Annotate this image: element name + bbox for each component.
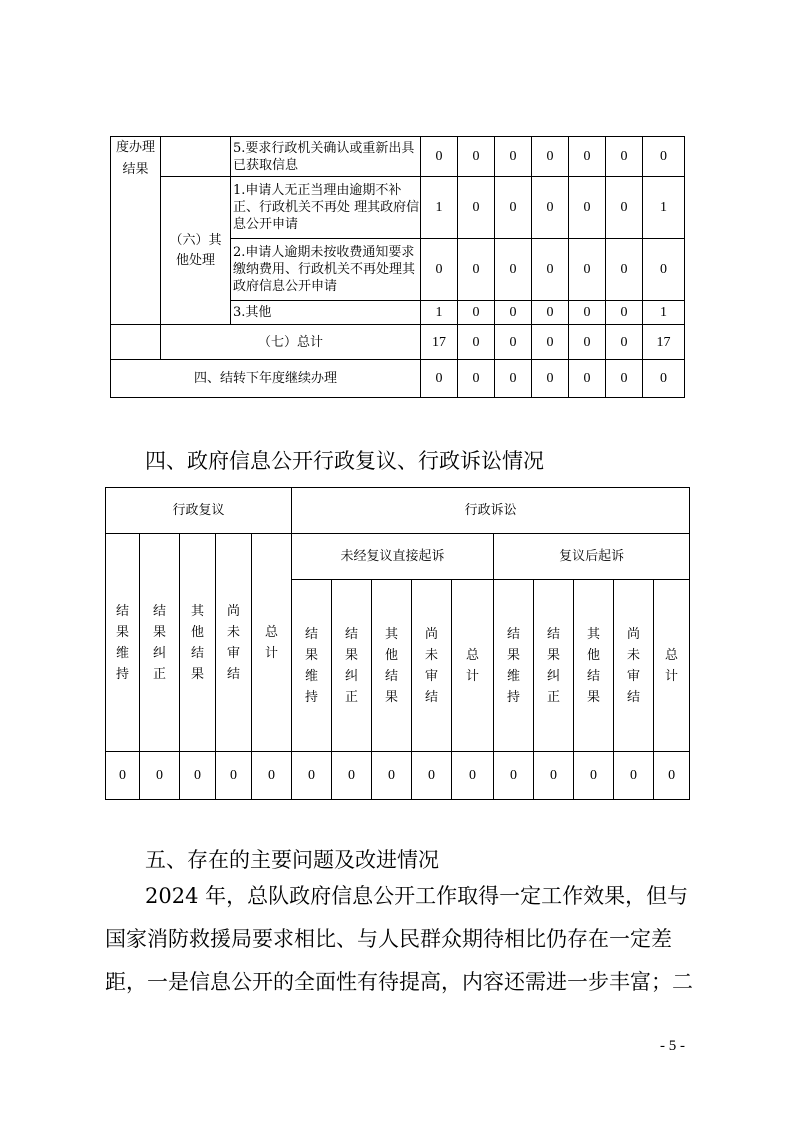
cell: 1 bbox=[421, 301, 458, 325]
cell: 0 bbox=[458, 325, 495, 360]
other-handling-label: （六）其他处理 bbox=[169, 232, 222, 268]
column-header: 其他结果 bbox=[587, 626, 601, 705]
column-header: 结果纠正 bbox=[547, 626, 561, 705]
cell: 0 bbox=[532, 360, 569, 398]
cell: 1 bbox=[643, 301, 685, 325]
group-label: 度办理结果 bbox=[115, 140, 155, 177]
application-handling-table bbox=[110, 136, 685, 398]
table-row bbox=[106, 488, 690, 534]
section-4-heading: 四、政府信息公开行政复议、行政诉讼情况 bbox=[145, 449, 544, 473]
cell: 0 bbox=[495, 177, 532, 239]
cell: 0 bbox=[606, 360, 643, 398]
cell: 1 bbox=[421, 177, 458, 239]
cell: 0 bbox=[532, 239, 569, 301]
cell: 1 bbox=[643, 177, 685, 239]
cell: 0 bbox=[495, 239, 532, 301]
cell: 17 bbox=[421, 325, 458, 360]
cell: 0 bbox=[532, 137, 569, 177]
column-header: 结果纠正 bbox=[152, 603, 166, 682]
cell: 0 bbox=[606, 137, 643, 177]
cell: 0 bbox=[654, 752, 690, 800]
cell: 0 bbox=[569, 177, 606, 239]
cell: 0 bbox=[421, 137, 458, 177]
cell: 0 bbox=[332, 752, 372, 800]
cell: 0 bbox=[458, 137, 495, 177]
table-row bbox=[111, 325, 685, 360]
column-header: 结果纠正 bbox=[345, 626, 359, 705]
page-number: - 5 - bbox=[660, 1038, 685, 1054]
table-row bbox=[106, 534, 690, 580]
column-header: 尚未审结 bbox=[627, 626, 641, 705]
column-header: 结果维持 bbox=[115, 603, 129, 682]
cell: 0 bbox=[569, 239, 606, 301]
cell: 0 bbox=[569, 360, 606, 398]
cell: 0 bbox=[606, 177, 643, 239]
direct-suit-header: 未经复议直接起诉 bbox=[292, 534, 494, 580]
cell: 0 bbox=[495, 360, 532, 398]
column-header: 尚未审结 bbox=[425, 626, 439, 705]
cell: 0 bbox=[643, 137, 685, 177]
column-header: 总计 bbox=[265, 624, 279, 661]
cell: 0 bbox=[216, 752, 252, 800]
table-row bbox=[111, 137, 685, 177]
cell: 0 bbox=[252, 752, 292, 800]
table-row bbox=[111, 177, 685, 239]
cell: 0 bbox=[180, 752, 216, 800]
admin-litigation-header: 行政诉讼 bbox=[292, 488, 690, 534]
review-litigation-table bbox=[105, 487, 690, 800]
cell: 0 bbox=[458, 177, 495, 239]
table-row bbox=[106, 752, 690, 800]
cell: 0 bbox=[569, 301, 606, 325]
column-header: 结果维持 bbox=[305, 626, 319, 705]
cell: 0 bbox=[421, 239, 458, 301]
cell: 0 bbox=[574, 752, 614, 800]
row-label: 5.要求行政机关确认或重新出具已获取信息 bbox=[231, 137, 421, 177]
column-header: 尚未审结 bbox=[226, 603, 240, 682]
total-label: （七）总计 bbox=[161, 325, 421, 360]
column-header: 其他结果 bbox=[190, 603, 204, 682]
admin-review-header: 行政复议 bbox=[106, 488, 292, 534]
cell: 0 bbox=[643, 360, 685, 398]
paragraph-line: 国家消防救援局要求相比、与人民群众期待相比仍存在一定差 bbox=[105, 927, 672, 951]
cell: 0 bbox=[606, 325, 643, 360]
cell: 0 bbox=[569, 325, 606, 360]
paragraph-line: 距，一是信息公开的全面性有待提高，内容还需进一步丰富；二 bbox=[105, 970, 693, 994]
cell: 0 bbox=[614, 752, 654, 800]
cell: 0 bbox=[458, 360, 495, 398]
carry-over-label: 四、结转下年度继续办理 bbox=[111, 360, 421, 398]
row-label: 3.其他 bbox=[231, 301, 421, 325]
cell: 0 bbox=[494, 752, 534, 800]
cell: 17 bbox=[643, 325, 685, 360]
column-header: 总计 bbox=[466, 647, 480, 684]
cell: 0 bbox=[452, 752, 494, 800]
after-review-suit-header: 复议后起诉 bbox=[494, 534, 690, 580]
cell: 0 bbox=[532, 325, 569, 360]
column-header: 结果维持 bbox=[507, 626, 521, 705]
cell: 0 bbox=[372, 752, 412, 800]
cell: 0 bbox=[421, 360, 458, 398]
cell: 0 bbox=[534, 752, 574, 800]
cell: 0 bbox=[106, 752, 140, 800]
cell: 0 bbox=[458, 239, 495, 301]
cell: 0 bbox=[495, 301, 532, 325]
section-5-heading: 五、存在的主要问题及改进情况 bbox=[145, 848, 439, 872]
cell: 0 bbox=[495, 325, 532, 360]
paragraph-line: 2024 年，总队政府信息公开工作取得一定工作效果，但与 bbox=[145, 884, 689, 908]
table-row bbox=[111, 360, 685, 398]
cell: 0 bbox=[495, 137, 532, 177]
cell: 0 bbox=[292, 752, 332, 800]
cell: 0 bbox=[532, 301, 569, 325]
column-header: 其他结果 bbox=[385, 626, 399, 705]
column-header: 总计 bbox=[665, 647, 679, 684]
cell: 0 bbox=[643, 239, 685, 301]
cell: 0 bbox=[606, 301, 643, 325]
cell: 0 bbox=[532, 177, 569, 239]
cell: 0 bbox=[458, 301, 495, 325]
row-label: 2.申请人逾期未按收费通知要求缴纳费用、行政机关不再处理其政府信息公开申请 bbox=[231, 239, 421, 301]
cell: 0 bbox=[569, 137, 606, 177]
cell: 0 bbox=[140, 752, 180, 800]
cell: 0 bbox=[412, 752, 452, 800]
row-label: 1.申请人无正当理由逾期不补正、行政机关不再处 理其政府信息公开申请 bbox=[231, 177, 421, 239]
cell: 0 bbox=[606, 239, 643, 301]
